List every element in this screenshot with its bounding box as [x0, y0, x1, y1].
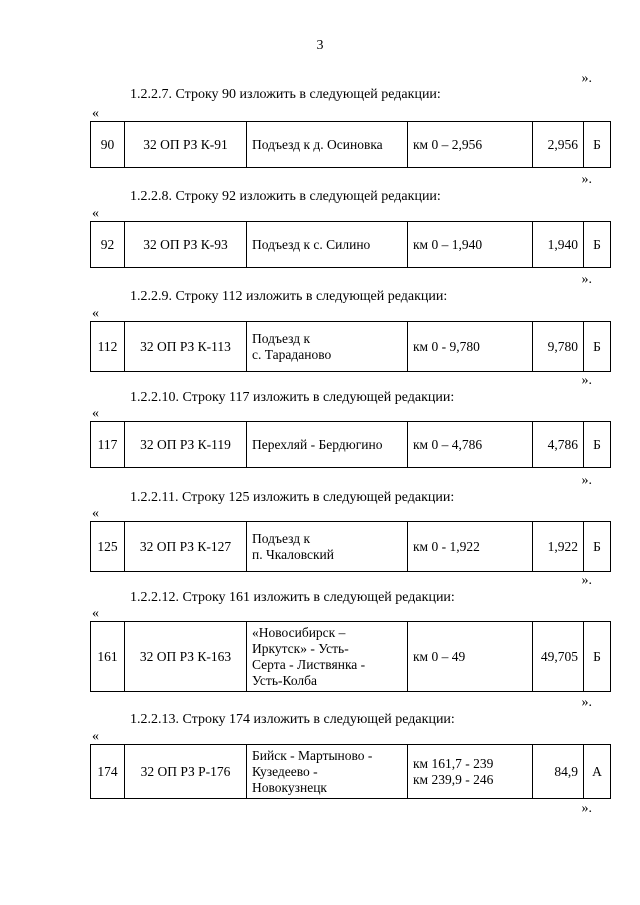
road-km-cell	[408, 222, 533, 268]
road-code-cell: 32 ОП РЗ К-91	[125, 122, 247, 168]
road-name-cell	[247, 522, 408, 572]
cell-line: Подъезд к д. Осиновка	[252, 136, 383, 152]
road-table	[90, 744, 611, 799]
road-name-cell	[247, 622, 408, 692]
road-number-cell: 92	[91, 222, 125, 268]
opening-quote: «	[92, 729, 99, 744]
road-table	[90, 321, 611, 372]
cell-line: п. Чкаловский	[252, 546, 334, 562]
road-length-cell: 49,705	[533, 622, 584, 692]
cell-line: Подъезд к с. Силино	[252, 236, 371, 252]
cell-line: км 0 – 2,956	[413, 136, 483, 152]
closing-quote: ».	[581, 71, 592, 86]
section-heading: 1.2.2.9. Строку 112 изложить в следующей редакции:	[130, 289, 448, 304]
road-category-cell: А	[584, 745, 611, 799]
cell-line: Новокузнецк	[252, 779, 327, 795]
road-length-cell: 1,922	[533, 522, 584, 572]
road-table	[90, 421, 611, 468]
page-number: 3	[316, 38, 324, 53]
cell-line: км 161,7 - 239	[413, 755, 494, 771]
road-name-cell	[247, 322, 408, 372]
section-heading: 1.2.2.13. Строку 174 изложить в следующей редакции:	[130, 712, 455, 727]
road-table	[90, 521, 611, 572]
road-code-cell: 32 ОП РЗ К-119	[125, 422, 247, 468]
road-number-cell: 112	[91, 322, 125, 372]
road-table	[90, 221, 611, 268]
closing-quote: ».	[581, 573, 592, 588]
cell-line: «Новосибирск –	[252, 624, 346, 640]
cell-line: км 0 – 1,940	[413, 236, 483, 252]
road-category-cell: Б	[584, 322, 611, 372]
cell-line: Подъезд к	[252, 330, 311, 346]
table-row	[91, 522, 611, 572]
cell-line: Серта - Листвянка -	[252, 656, 366, 672]
road-category-cell: Б	[584, 422, 611, 468]
road-number-cell: 117	[91, 422, 125, 468]
road-number-cell: 125	[91, 522, 125, 572]
section-heading: 1.2.2.8. Строку 92 изложить в следующей редакции:	[130, 189, 441, 204]
closing-quote: ».	[581, 373, 592, 388]
section-heading: 1.2.2.10. Строку 117 изложить в следующей редакции:	[130, 390, 455, 405]
closing-quote: ».	[581, 172, 592, 187]
road-code-cell: 32 ОП РЗ К-113	[125, 322, 247, 372]
opening-quote: «	[92, 106, 99, 121]
cell-line: км 0 – 4,786	[413, 436, 483, 452]
closing-quote: ».	[581, 473, 592, 488]
road-number-cell: 161	[91, 622, 125, 692]
road-km-cell	[408, 122, 533, 168]
table-row	[91, 322, 611, 372]
road-number-cell: 174	[91, 745, 125, 799]
road-category-cell: Б	[584, 622, 611, 692]
closing-quote: ».	[581, 272, 592, 287]
cell-line: км 0 – 49	[413, 648, 466, 664]
road-length-cell: 84,9	[533, 745, 584, 799]
road-code-cell: 32 ОП РЗ К-127	[125, 522, 247, 572]
road-km-cell	[408, 522, 533, 572]
table-row	[91, 422, 611, 468]
road-length-cell: 4,786	[533, 422, 584, 468]
opening-quote: «	[92, 606, 99, 621]
road-km-cell	[408, 422, 533, 468]
road-km-cell	[408, 322, 533, 372]
road-length-cell: 9,780	[533, 322, 584, 372]
cell-line: Подъезд к	[252, 530, 311, 546]
road-category-cell: Б	[584, 222, 611, 268]
cell-line: Кузедеево -	[252, 763, 318, 779]
cell-line: км 239,9 - 246	[413, 771, 494, 787]
cell-line: Иркутск» - Усть-	[252, 640, 349, 656]
cell-line: км 0 - 9,780	[413, 338, 480, 354]
road-length-cell: 2,956	[533, 122, 584, 168]
road-table	[90, 121, 611, 168]
cell-line: Бийск - Мартыново -	[252, 747, 373, 763]
cell-line: Перехляй - Бердюгино	[252, 436, 383, 452]
road-name-cell	[247, 745, 408, 799]
cell-line: Усть-Колба	[252, 672, 317, 688]
road-km-cell	[408, 745, 533, 799]
table-row	[91, 122, 611, 168]
road-code-cell: 32 ОП РЗ К-163	[125, 622, 247, 692]
opening-quote: «	[92, 506, 99, 521]
road-code-cell: 32 ОП РЗ К-93	[125, 222, 247, 268]
section-heading: 1.2.2.12. Строку 161 изложить в следующей редакции:	[130, 590, 455, 605]
road-km-cell	[408, 622, 533, 692]
opening-quote: «	[92, 206, 99, 221]
opening-quote: «	[92, 306, 99, 321]
road-code-cell: 32 ОП РЗ Р-176	[125, 745, 247, 799]
section-heading: 1.2.2.11. Строку 125 изложить в следующей редакции:	[130, 490, 455, 505]
road-length-cell: 1,940	[533, 222, 584, 268]
road-name-cell	[247, 422, 408, 468]
cell-line: км 0 - 1,922	[413, 538, 480, 554]
road-table	[90, 621, 611, 692]
table-row	[91, 222, 611, 268]
cell-line: с. Тараданово	[252, 346, 332, 362]
section-heading: 1.2.2.7. Строку 90 изложить в следующей редакции:	[130, 87, 441, 102]
road-number-cell: 90	[91, 122, 125, 168]
road-category-cell: Б	[584, 522, 611, 572]
table-row	[91, 745, 611, 799]
table-row	[91, 622, 611, 692]
road-name-cell	[247, 122, 408, 168]
closing-quote: ».	[581, 801, 592, 816]
road-category-cell: Б	[584, 122, 611, 168]
road-name-cell	[247, 222, 408, 268]
opening-quote: «	[92, 406, 99, 421]
closing-quote: ».	[581, 695, 592, 710]
